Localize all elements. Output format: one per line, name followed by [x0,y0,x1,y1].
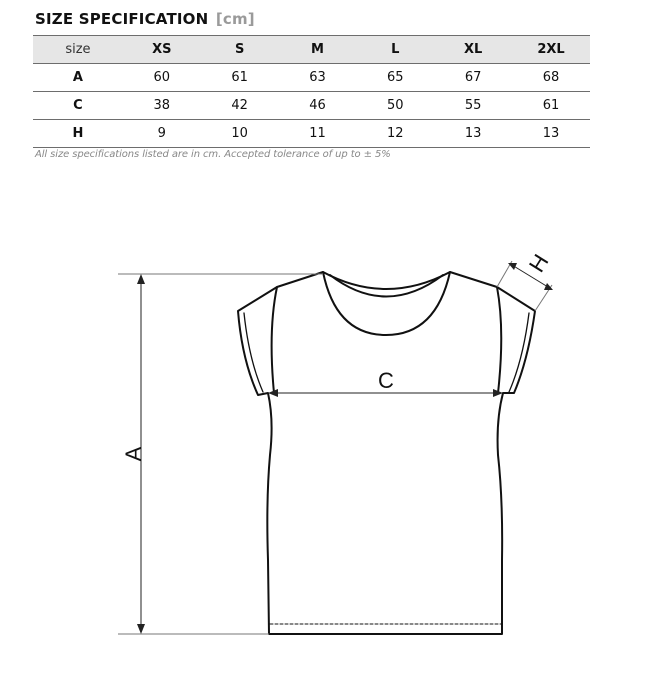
size-col-l: L [356,36,434,64]
table-cell: 61 [201,64,279,92]
table-cell: 55 [434,92,512,120]
table-cell: 13 [434,120,512,148]
table-cell: 42 [201,92,279,120]
size-col-xs: XS [123,36,201,64]
size-col-s: S [201,36,279,64]
row-label-a: A [33,64,123,92]
title-text: SIZE SPECIFICATION [35,10,209,28]
label-h: H [523,249,554,277]
table-cell: 63 [279,64,357,92]
row-label-c: C [33,92,123,120]
table-cell: 11 [279,120,357,148]
measurement-a [118,274,323,634]
tshirt-outline [238,272,535,634]
size-col-2xl: 2XL [512,36,590,64]
table-cell: 13 [512,120,590,148]
table-cell: 46 [279,92,357,120]
table-cell: 68 [512,64,590,92]
table-cell: 9 [123,120,201,148]
table-cell: 50 [356,92,434,120]
table-cell: 65 [356,64,434,92]
label-a: A [121,446,146,462]
tolerance-note: All size specifications listed are in cm. Accepted tolerance of up to ± 5% [35,149,391,160]
size-col-m: M [279,36,357,64]
label-c: C [378,368,394,393]
row-label-h: H [33,120,123,148]
table-cell: 38 [123,92,201,120]
table-cell: 60 [123,64,201,92]
table-cell: 10 [201,120,279,148]
size-col-xl: XL [434,36,512,64]
table-cell: 12 [356,120,434,148]
table-cell: 67 [434,64,512,92]
title-unit: [cm] [215,10,255,28]
table-cell: 61 [512,92,590,120]
size-header-label: size [33,36,123,64]
